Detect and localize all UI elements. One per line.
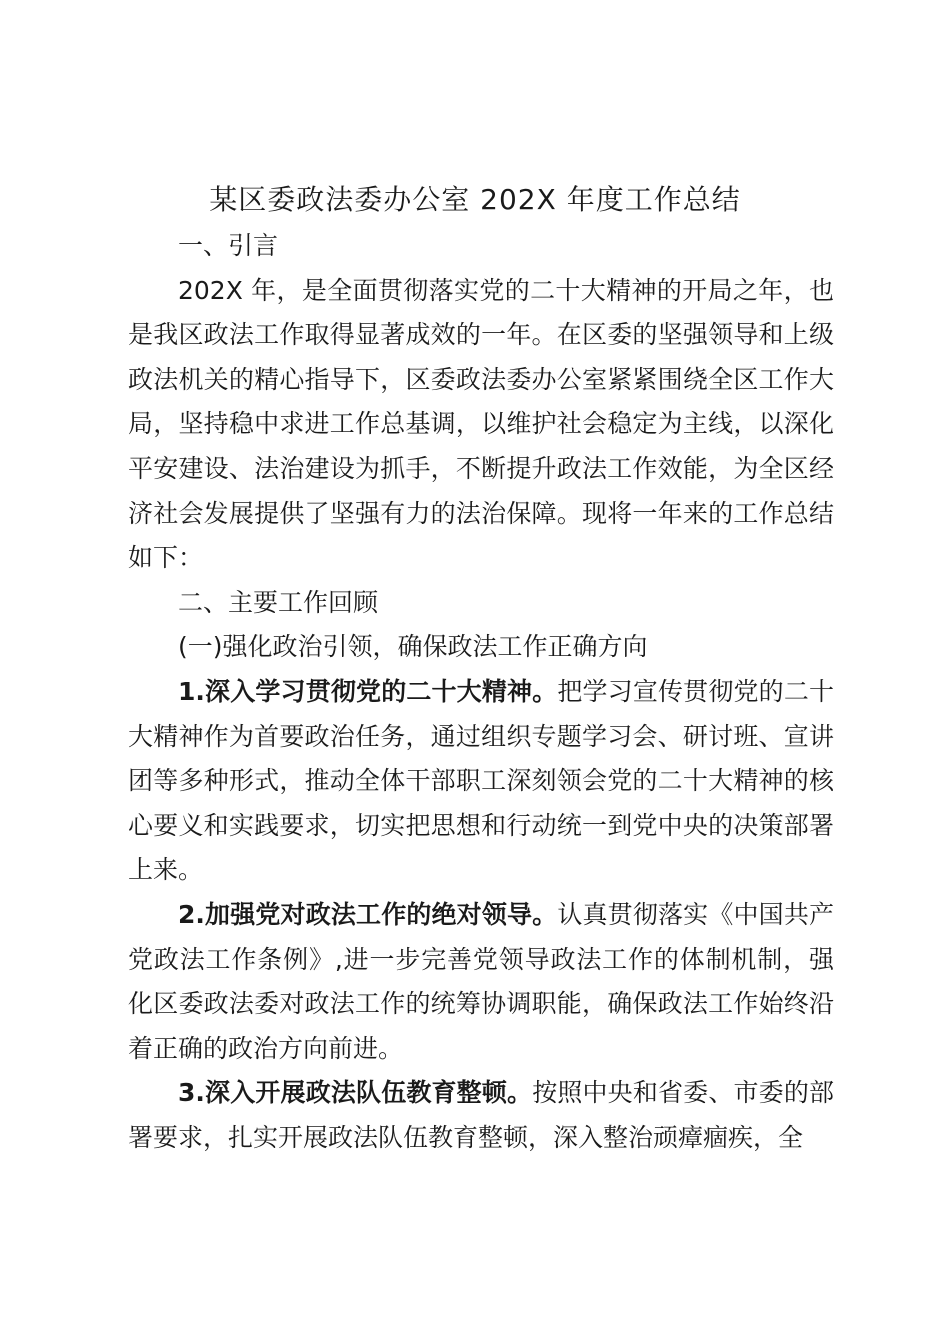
work-item-1-text: 把学习宣传贯彻党的二十大精神作为首要政治任务，通过组织专题学习会、研讨班、宣讲团等多种形式，推动全体干部职工深刻领会党的二十大精神的核心要义和实践要求，切实把思想和行动统一到党中央的决策部署上来。 bbox=[128, 676, 834, 885]
work-item-2 bbox=[128, 893, 834, 1071]
subsection-heading-1: (一)强化政治引领，确保政法工作正确方向 bbox=[178, 632, 648, 662]
document-title: 某区委政法委办公室 202X 年度工作总结 bbox=[209, 183, 741, 216]
work-item-3-lead: 3.深入开展政法队伍教育整顿。 bbox=[178, 1078, 533, 1108]
work-item-2-lead: 2.加强党对政法工作的绝对领导。 bbox=[178, 899, 558, 929]
work-item-1-lead: 1.深入学习贯彻党的二十大精神。 bbox=[178, 676, 558, 706]
work-item-3-text: 按照中央和省委、市委的部署要求，扎实开展政法队伍教育整顿，深入整治顽瘴痼疾，全 bbox=[128, 1078, 834, 1152]
intro-paragraph: 202X 年，是全面贯彻落实党的二十大精神的开局之年，也是我区政法工作取得显著成效的一年。在区委的坚强领导和上级政法机关的精心指导下，区委政法委办公室紧紧围绕全区工作大局，坚持稳中求进工作总基调，以维护社会稳定为主线，以深化平安建设、法治建设为抓手，不断提升政法工作效能，为全区经济社会发展提供了坚强有力的法治保障。现将一年来的工作总结如下： bbox=[128, 275, 834, 573]
work-item-3 bbox=[128, 1071, 834, 1160]
section-heading-review: 二、主要工作回顾 bbox=[178, 587, 379, 617]
work-item-1 bbox=[128, 670, 834, 893]
section-heading-intro: 一、引言 bbox=[178, 231, 279, 260]
document-body bbox=[128, 224, 834, 1160]
work-item-2-text: 认真贯彻落实《中国共产党政法工作条例》,进一步完善党领导政法工作的体制机制，强化区委政法委对政法工作的统筹协调职能，确保政法工作始终沿着正确的政治方向前进。 bbox=[128, 899, 834, 1063]
